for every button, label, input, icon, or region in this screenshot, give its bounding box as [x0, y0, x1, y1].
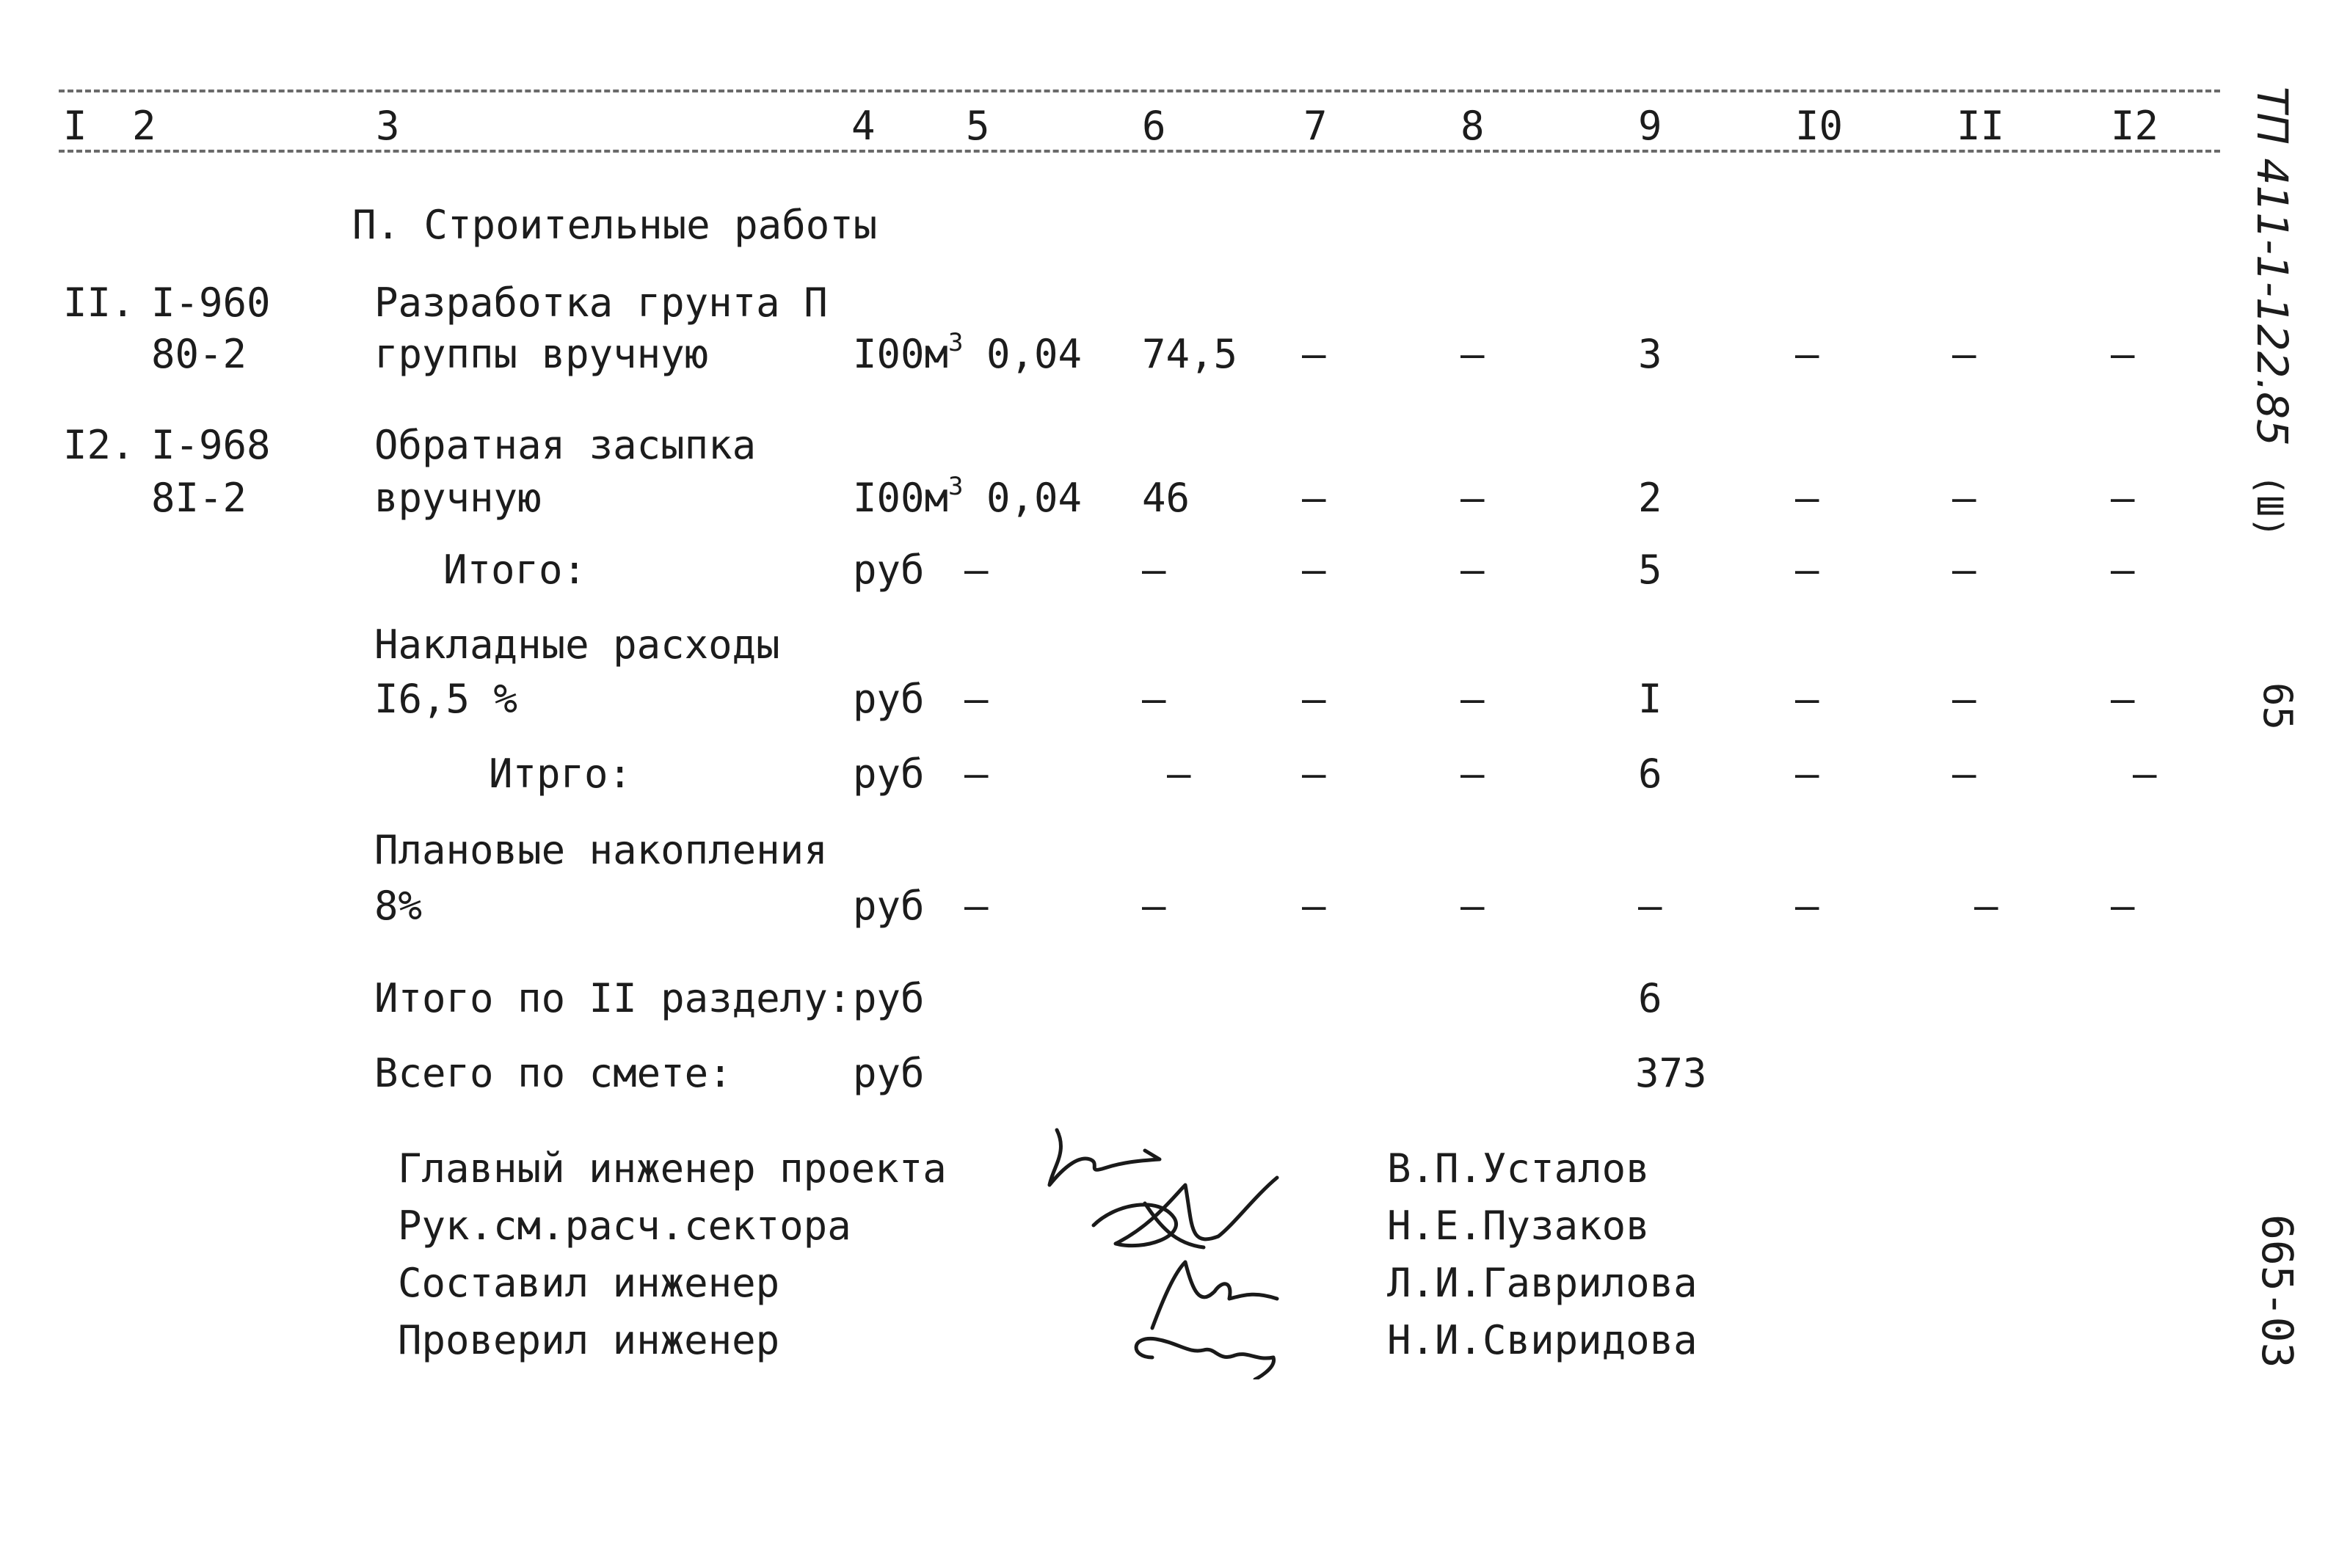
unit — [853, 472, 964, 521]
cell-col10: – — [1795, 883, 1819, 929]
col-header-7: 7 — [1303, 103, 1328, 149]
unit: руб — [853, 883, 925, 929]
subtotal-label: Итого: — [443, 547, 587, 593]
quantity: 0,04 — [986, 475, 1083, 521]
savings-label: Плановые накопления — [374, 827, 828, 873]
section-total-value: 6 — [1638, 975, 1662, 1021]
cell-col10: – — [1795, 475, 1819, 521]
cell-col7: – — [1302, 547, 1326, 593]
row-number: II. — [63, 280, 135, 326]
savings-rate: 8% — [374, 883, 423, 929]
col-header-11: II — [1957, 103, 2005, 149]
cell-col6: – — [1167, 751, 1191, 797]
col-header-12: I2 — [2111, 103, 2159, 149]
cell-col5: – — [964, 883, 989, 929]
header-bottom-rule — [59, 150, 2220, 153]
cell-col10: – — [1795, 547, 1819, 593]
cell-col11: – — [1952, 547, 1976, 593]
unit: руб — [853, 975, 925, 1021]
cell-col5: – — [964, 547, 989, 593]
cell-col9: – — [1638, 883, 1662, 929]
rate-code: I-960 — [151, 280, 271, 326]
cell-col8: – — [1460, 547, 1485, 593]
col-header-10: I0 — [1795, 103, 1844, 149]
cell-col12: – — [2111, 547, 2135, 593]
cell-col9: 6 — [1638, 751, 1662, 797]
col-header-1: I — [63, 103, 87, 149]
col-header-9: 9 — [1638, 103, 1662, 149]
col-header-3: 3 — [376, 103, 400, 149]
col-header-2: 2 — [132, 103, 156, 149]
grand-total-value: 373 — [1635, 1050, 1707, 1096]
cell-col7: – — [1302, 676, 1326, 722]
volume-mark: (Ш) — [2249, 474, 2290, 539]
unit: руб — [853, 676, 925, 722]
unit-exponent: 3 — [948, 328, 964, 357]
cell-col12: – — [2111, 331, 2135, 377]
cell-col7: – — [1302, 751, 1326, 797]
col-header-5: 5 — [966, 103, 990, 149]
cell-col11: – — [1952, 331, 1976, 377]
signatory-role: Составил инженер — [398, 1260, 780, 1306]
work-name: Разработка грунта П — [374, 280, 828, 326]
col-header-4: 4 — [851, 103, 876, 149]
cell-col10: – — [1795, 331, 1819, 377]
col-header-6: 6 — [1142, 103, 1166, 149]
subtotal-label: Итрго: — [489, 751, 633, 797]
cell-col9: I — [1638, 676, 1662, 722]
margin-archive-number: 665-03 — [2252, 1214, 2302, 1368]
cell-col6: – — [1142, 547, 1166, 593]
cell-col6: 74,5 — [1142, 331, 1238, 377]
work-name-cont: вручную — [374, 475, 542, 521]
signatory-name: Н.Е.Пузаков — [1387, 1203, 1650, 1249]
cell-col12: – — [2133, 751, 2157, 797]
cell-col6: – — [1142, 883, 1166, 929]
cell-col12: – — [2111, 883, 2135, 929]
cell-col8: – — [1460, 331, 1485, 377]
unit-text: I00м — [853, 331, 949, 377]
grand-total-label: Всего по смете: — [374, 1050, 732, 1096]
unit — [853, 328, 964, 377]
cell-col11: – — [1974, 883, 1998, 929]
unit: руб — [853, 751, 925, 797]
cell-col6: – — [1142, 676, 1166, 722]
cell-col12: – — [2111, 475, 2135, 521]
section-title: П. Строительные работы — [352, 202, 878, 248]
cell-col11: – — [1952, 676, 1976, 722]
unit: руб — [853, 1050, 925, 1096]
unit: руб — [853, 547, 925, 593]
overhead-rate: I6,5 % — [374, 676, 518, 722]
signatory-role: Проверил инженер — [398, 1317, 780, 1363]
margin-page-number: 65 — [2255, 682, 2301, 731]
signatory-role: Рук.см.расч.сектора — [398, 1203, 851, 1249]
cell-col8: – — [1460, 883, 1485, 929]
cell-col8: – — [1460, 751, 1485, 797]
cell-col7: – — [1302, 883, 1326, 929]
cell-col7: – — [1302, 331, 1326, 377]
work-name: Обратная засыпка — [374, 422, 757, 468]
signatory-name: В.П.Усталов — [1387, 1145, 1650, 1192]
col-header-8: 8 — [1460, 103, 1485, 149]
rate-code-sub: 80-2 — [151, 331, 247, 377]
signatory-name: Н.И.Свиридова — [1387, 1317, 1698, 1363]
cell-col8: – — [1460, 676, 1485, 722]
cell-col12: – — [2111, 676, 2135, 722]
rate-code-sub: 8I-2 — [151, 475, 247, 521]
signatory-role: Главный инженер проекта — [398, 1145, 947, 1192]
signatory-name: Л.И.Гаврилова — [1387, 1260, 1698, 1306]
unit-text: I00м — [853, 475, 949, 521]
section-total-label: Итого по II разделу: — [374, 975, 852, 1021]
unit-exponent: 3 — [948, 472, 964, 501]
cell-col11: – — [1952, 751, 1976, 797]
row-number: I2. — [63, 422, 135, 468]
rate-code: I-968 — [151, 422, 271, 468]
cell-col6: 46 — [1142, 475, 1190, 521]
cell-col9: 5 — [1638, 547, 1662, 593]
cell-col9: 2 — [1638, 475, 1662, 521]
cell-col10: – — [1795, 676, 1819, 722]
cell-col11: – — [1952, 475, 1976, 521]
work-name-cont: группы вручную — [374, 331, 709, 377]
header-top-rule — [59, 90, 2220, 92]
cell-col10: – — [1795, 751, 1819, 797]
margin-document-code — [2247, 87, 2297, 539]
cell-col7: – — [1302, 475, 1326, 521]
cell-col5: – — [964, 676, 989, 722]
cell-col8: – — [1460, 475, 1485, 521]
handwritten-signatures — [1035, 1115, 1343, 1379]
quantity: 0,04 — [986, 331, 1083, 377]
overhead-label: Накладные расходы — [374, 621, 780, 668]
cell-col5: – — [964, 751, 989, 797]
doc-code-text: ТП 411-1-122.85 — [2247, 87, 2297, 446]
cell-col9: 3 — [1638, 331, 1662, 377]
